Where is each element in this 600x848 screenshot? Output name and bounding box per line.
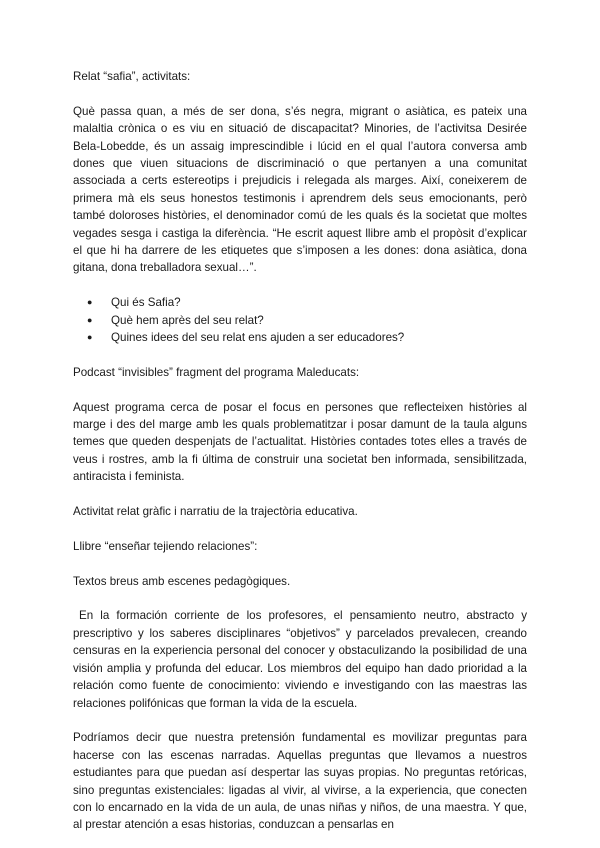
section-heading-llibre: Llibre “enseñar tejiendo relaciones”:	[73, 539, 258, 553]
section-heading-podcast: Podcast “invisibles” fragment del programa Maleducats:	[73, 365, 360, 379]
paragraph-formacion-text: En la formación corriente de los profesores, el pensamiento neutro, abstracto y prescriptivo y los saberes disciplinares “objetivos” y parcelados prevalecen, creando censuras en la experiencia personal del conocer y obstaculizando la posibilidad de una visión amplia y profunda del educar. Los miembros del equipo han dado prioridad a la relación como fuente de conocimiento: viviendo e investigando con las maestras las relaciones polifónicas que forman la vida de la escuela.	[73, 609, 527, 710]
question-text: Qui és Safia?	[111, 296, 181, 310]
document-page	[73, 68, 527, 834]
list-item	[73, 294, 527, 311]
question-text: Quines idees del seu relat ens ajuden a ser educadores?	[111, 331, 405, 345]
section-heading-safia: Relat “safia”, activitats:	[73, 70, 191, 83]
bullet-icon: ●	[87, 314, 93, 325]
paragraph-minories: Què passa quan, a més de ser dona, s’és negra, migrant o asiàtica, es pateix una malaltia crònica o es viu en situació de discapacitat? Minories, de l’activitsa Desirée Bela-Lobedde, és un assaig imprescindible i lúcid en el qual l’autora conversa amb dones que viuen situacions de discriminació o que pertanyen a una comunitat associada a certs estereotips i prejudicis i relegada als marges. Així, coneixerem de primera mà els seus honestos testimonis i aprendrem dels seus emocionants, però també doloroses històries, el denominador comú de les quals és la societat que moltes vegades sesga i castiga la diferència. “He escrit aquest llibre amb el propòsit d’explicar el que hi ha darrere de les etiquetes que s’imposen a les dones: dona asiàtica, dona gitana, dona treballadora sexual…”.	[73, 104, 527, 275]
paragraph-formacion	[73, 607, 527, 711]
list-item	[73, 329, 527, 346]
question-list	[73, 294, 527, 346]
paragraph-podcast: Aquest programa cerca de posar el focus en persones que reflecteixen històries al marge i des del marge amb les quals problematitzar i posar damunt de la taula alguns temes que queden despenjats de l’actualitat. Històries contades totes elles a través de veus i rostres, amb la fi última de construir una societat ben informada, sensibilitzada, antiracista i feminista.	[73, 400, 527, 484]
activity-line: Activitat relat gràfic i narratiu de la trajectòria educativa.	[73, 505, 358, 519]
paragraph-preguntas: Podríamos decir que nuestra pretensión fundamental es movilizar preguntas para hacerse con las escenas narradas. Aquellas preguntas que llevamos a nuestros estudiantes para que puedan así despertar las suyas propias. No preguntas retóricas, sino preguntas existenciales: ligadas al vivir, al vivirse, a la experiencia, que conecten con lo encarnado en la vida de un aula, de unas niñas y niños, de una maestra. Y que, al prestar atención a esas historias, conduzcan a pensarlas en	[73, 731, 527, 832]
question-text: Què hem après del seu relat?	[111, 313, 264, 327]
list-item	[73, 312, 527, 329]
bullet-icon: ●	[87, 332, 93, 343]
bullet-icon: ●	[87, 297, 93, 308]
texts-line: Textos breus amb escenes pedagògiques.	[73, 574, 291, 588]
